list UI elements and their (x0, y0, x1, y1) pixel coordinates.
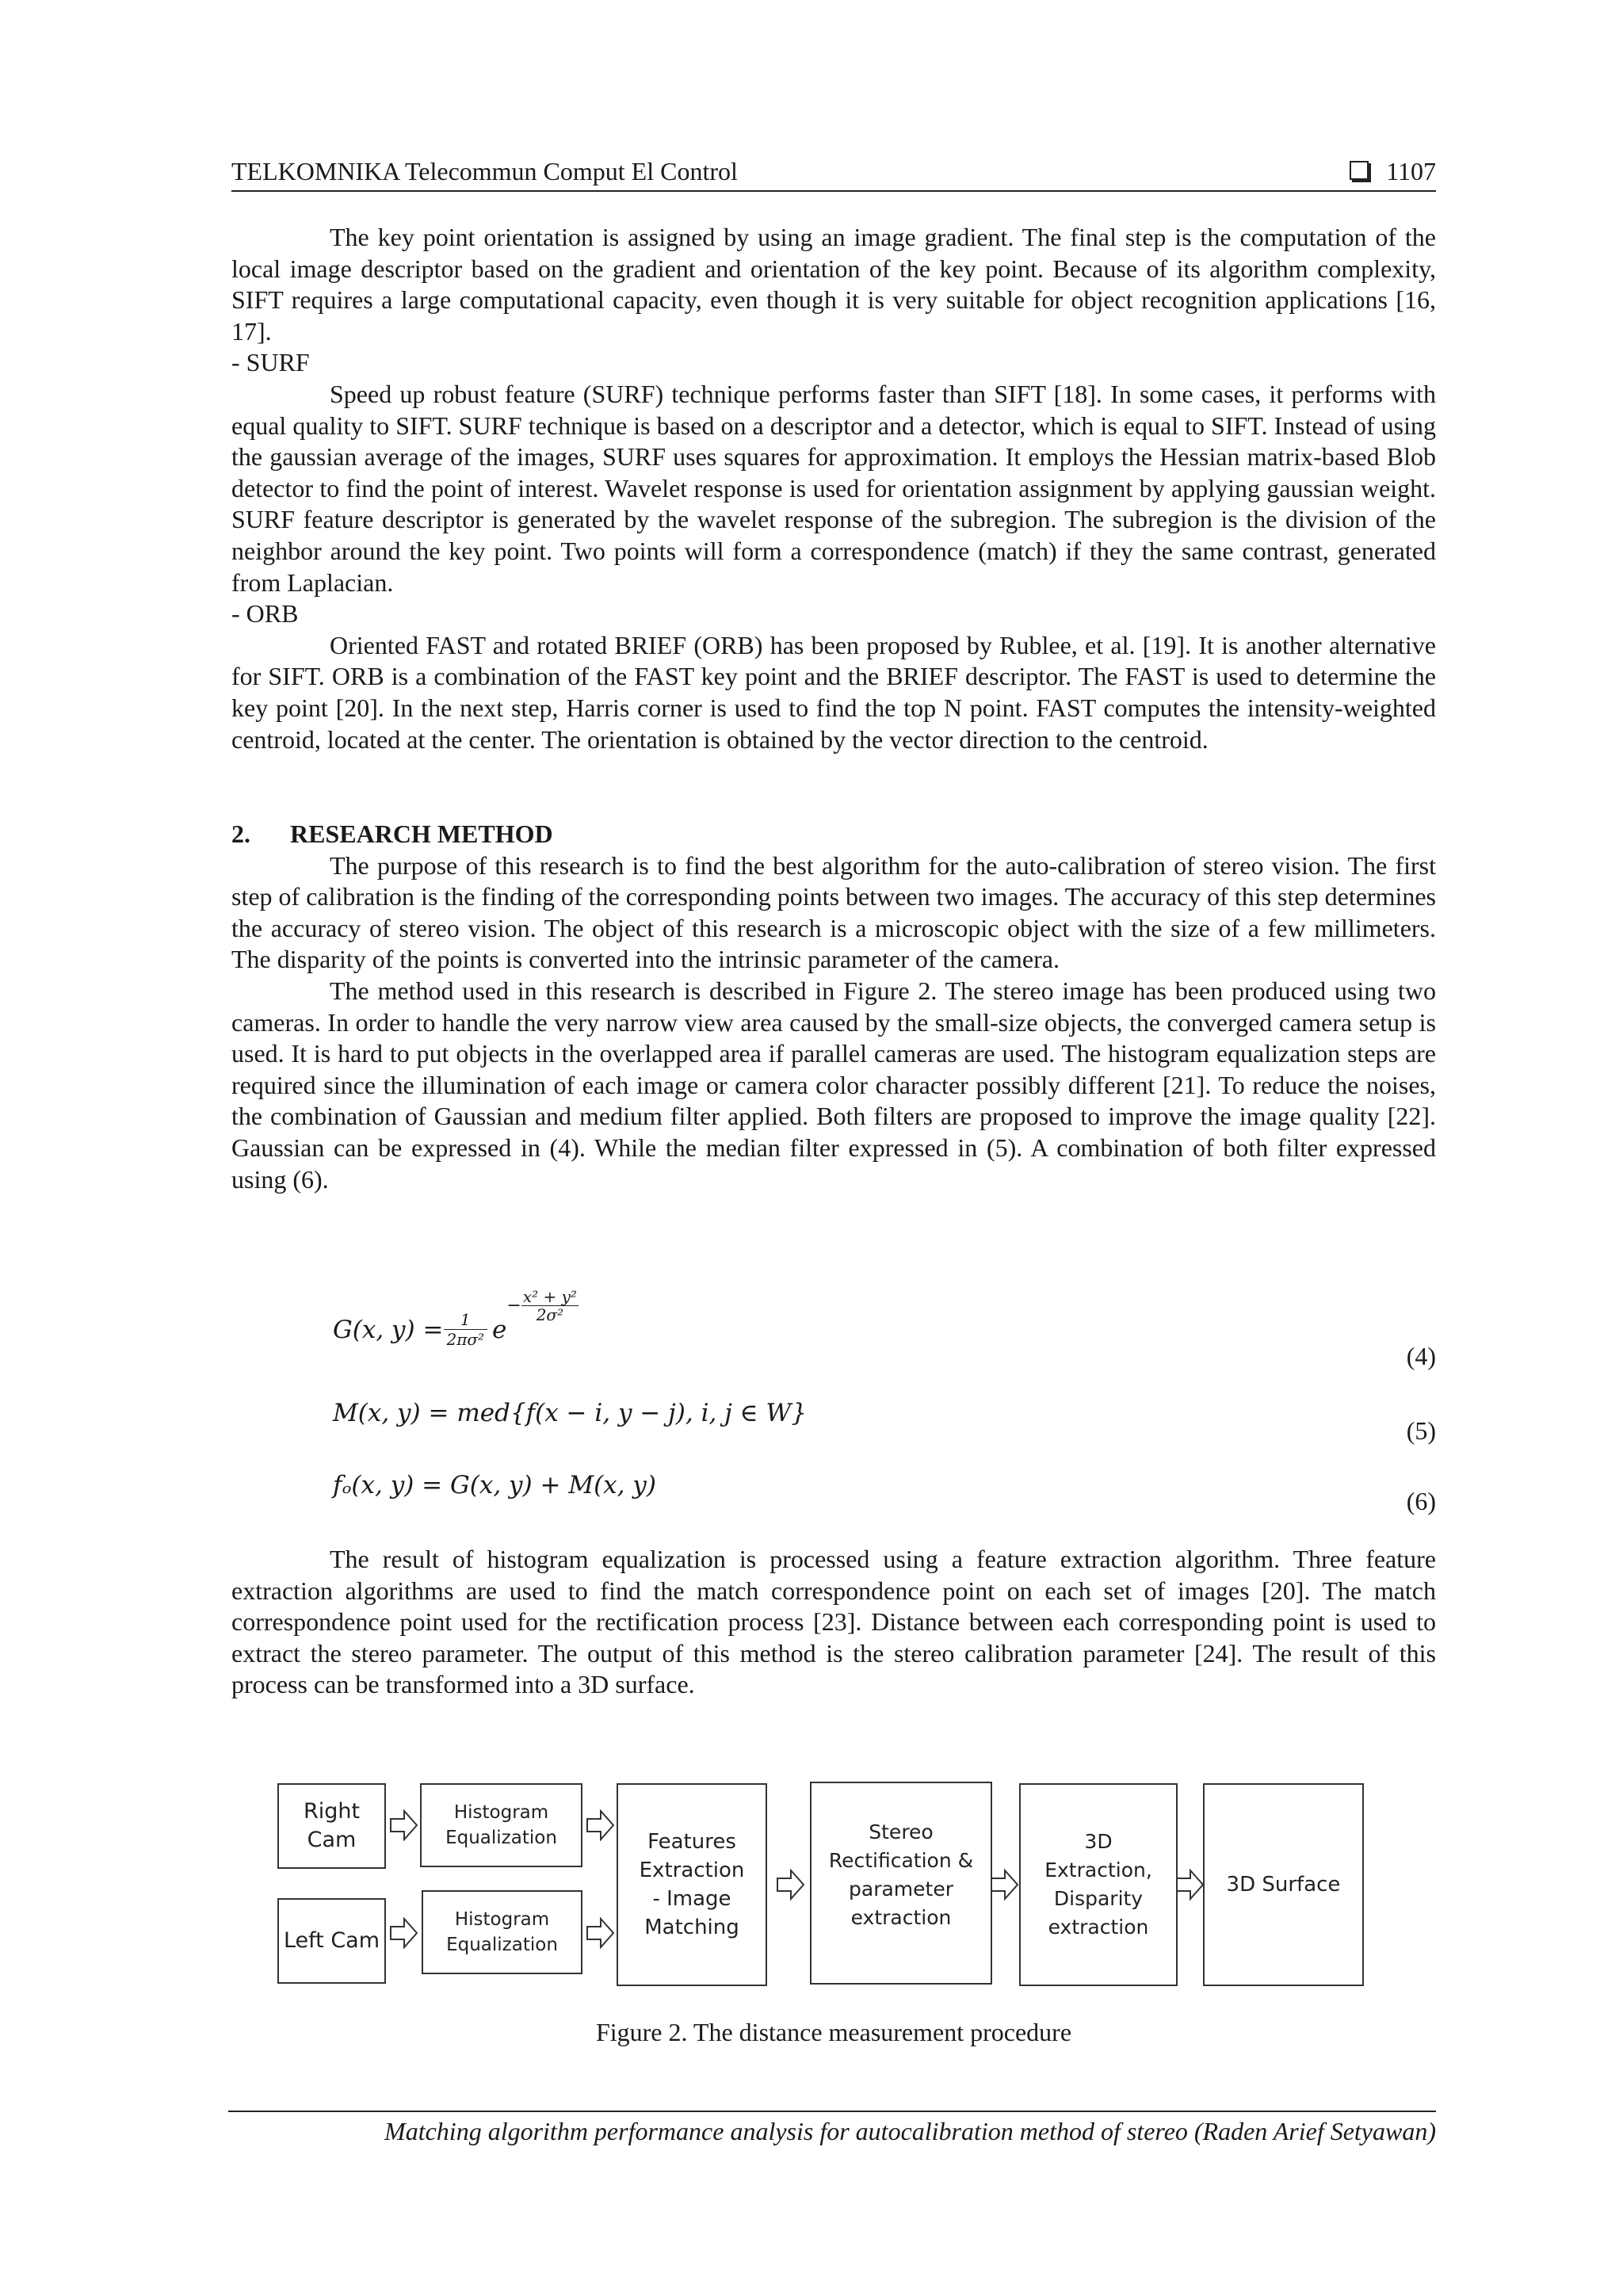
body-text-top (231, 222, 1436, 1195)
box-histogram-top: Histogram Equalization (420, 1783, 582, 1867)
eq4-base: e (492, 1315, 507, 1344)
eq6-expression: fₒ(x, y) = G(x, y) + M(x, y) (333, 1471, 656, 1499)
paragraph-result: The result of histogram equalization is processed using a feature extraction algorithm. Three feature extraction algorithms are used to find the match correspondence point on each set of images [20]. The match correspondence point used for the rectification process [23]. Distance between each corresponding point is used to extract the stereo parameter. The output of this method is the stereo calibration parameter [24]. The result of this process can be transformed into a 3D surface. (231, 1545, 1436, 1699)
figure-caption: Figure 2. The distance measurement procedure (595, 2018, 1072, 2046)
box-right-cam: Right Cam (277, 1783, 386, 1869)
hollow-right-arrow-icon (991, 1869, 1019, 1901)
equation-5 (333, 1399, 1436, 1454)
eq4-exp-den: 2σ² (536, 1305, 564, 1324)
equation-6 (333, 1471, 1436, 1526)
section-title: RESEARCH METHOD (290, 819, 553, 849)
section-number: 2. (231, 819, 250, 849)
section-heading (231, 819, 1436, 850)
page-number-group (1350, 155, 1436, 187)
running-header (231, 155, 1436, 192)
box-histogram-bottom: Histogram Equalization (422, 1890, 582, 1974)
hollow-right-arrow-icon (777, 1869, 805, 1901)
eq5-expression: M(x, y) = med{f(x − i, y − j), i, j ∈ W} (333, 1399, 808, 1427)
paragraph-sift-end: The key point orientation is assigned by using an image gradient. The final step is the computation of the local image descriptor based on the gradient and orientation of the key point. Because of its algorithm complexity, SIFT requires a large computational capacity, even though it is very suitable for object recognition applications [16, 17]. (231, 223, 1436, 346)
equation-4 (333, 1288, 1436, 1375)
hollow-right-arrow-icon (390, 1917, 418, 1949)
eq4-lhs: G(x, y) = (333, 1315, 444, 1344)
eq4-frac-den: 2πσ² (446, 1330, 485, 1349)
journal-name: TELKOMNIKA Telecommun Comput El Control (231, 157, 738, 185)
hollow-right-arrow-icon (390, 1809, 418, 1841)
surf-subheading: - SURF (231, 348, 310, 377)
eq4-exponent (521, 1288, 579, 1324)
hollow-right-arrow-icon (1176, 1869, 1205, 1901)
paragraph-method: The method used in this research is described in Figure 2. The stereo image has been produced using two cameras. In order to handle the very narrow view area caused by the small-size objects, the converged camera setup is used. It is hard to put objects in the overlapped area if parallel cameras are used. The histogram equalization steps are required since the illumination of each image or camera color character possibly different [21]. To reduce the noises, the combination of Gaussian and medium filter applied. Both filters are proposed to improve the image quality [22]. Gaussian can be expressed in (4). While the median filter expressed in (5). A combination of both filter expressed using (6). (231, 976, 1436, 1194)
box-left-cam: Left Cam (277, 1898, 386, 1984)
box-3d-surface: 3D Surface (1203, 1783, 1364, 1986)
figure-2-flowchart (277, 1775, 1387, 1997)
paragraph-purpose: The purpose of this research is to find the best algorithm for the auto-calibration of stereo vision. The first step of calibration is the finding of the corresponding points between two images. The accuracy of this step determines the accuracy of stereo vision. The object of this research is a microscopic object with the size of a few millimeters. The disparity of the points is converted into the intrinsic parameter of the camera. (231, 850, 1436, 974)
paragraph-orb: Oriented FAST and rotated BRIEF (ORB) has been proposed by Rublee, et al. [19]. It is another alternative for SIFT. ORB is a combination of the FAST key point and the BRIEF descriptor. The FAST is used to determine the key point [20]. In the next step, Harris corner is used to find the top N point. FAST computes the intensity-weighted centroid, located at the center. The orientation is obtained by the vector direction to the centroid. (231, 630, 1436, 754)
eq4-fraction (444, 1310, 488, 1349)
running-footer: Matching algorithm performance analysis for autocalibration method of stereo (Raden Arief Setyawan) (228, 2111, 1436, 2146)
eq4-frac-num: 1 (444, 1310, 488, 1330)
eq6-number: (6) (1406, 1487, 1436, 1515)
square-bullet-icon (1350, 161, 1369, 180)
eq4-exp-num: x² + y² (522, 1287, 577, 1306)
paragraph-surf: Speed up robust feature (SURF) technique performs faster than SIFT [18]. In some cases, it performs with equal quality to SIFT. SURF technique is based on a descriptor and a detector, which is equal to SIFT. Instead of using the gaussian average of the images, SURF uses squares for approximation. It employs the Hessian matrix-based Blob detector to find the point of interest. Wavelet response is used for orientation assignment by applying gaussian weight. SURF feature descriptor is generated by the wavelet response of the subregion. The subregion is the division of the neighbor around the key point. Two points will form a correspondence (match) if they the same contrast, generated from Laplacian. (231, 379, 1436, 597)
orb-subheading: - ORB (231, 599, 299, 628)
eq4-exp-sign: − (506, 1296, 521, 1316)
body-text-bottom (231, 1544, 1436, 1701)
eq5-number: (5) (1406, 1416, 1436, 1445)
eq4-number: (4) (1406, 1342, 1436, 1370)
box-3d-extraction: 3D Extraction, Disparity extraction (1019, 1783, 1178, 1986)
hollow-right-arrow-icon (586, 1917, 615, 1949)
box-features-extraction: Features Extraction - Image Matching (617, 1783, 767, 1986)
hollow-right-arrow-icon (586, 1809, 615, 1841)
page-number: 1107 (1386, 157, 1436, 185)
box-stereo-rectification: Stereo Rectification & parameter extraction (810, 1782, 992, 1985)
